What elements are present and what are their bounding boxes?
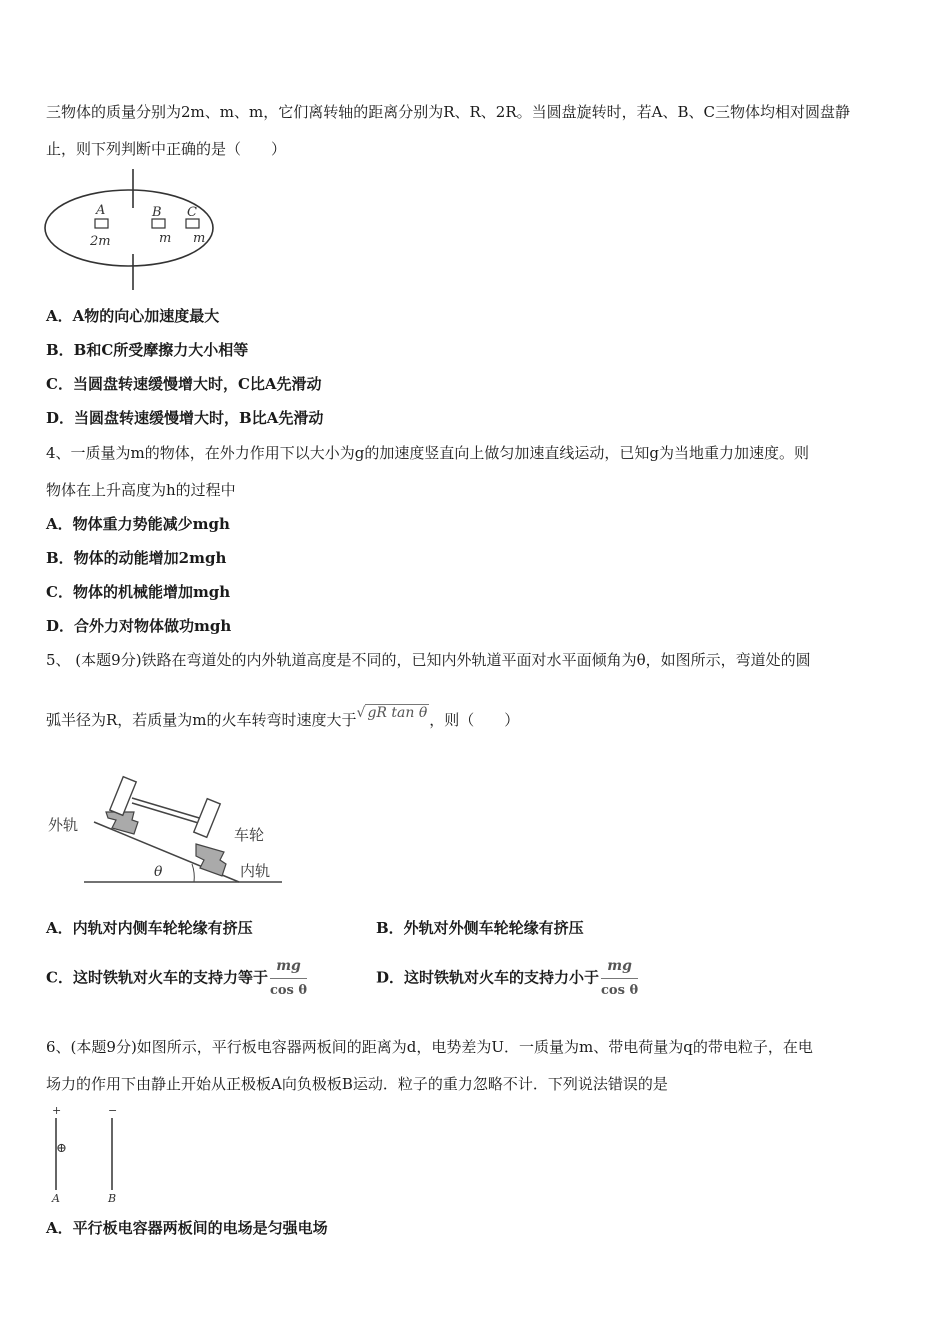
q6-capacitor-figure: [46, 1104, 136, 1206]
q3-label-b: B: [152, 205, 162, 220]
q5-option-d-fraction: [601, 956, 638, 1001]
q4-option-a: A．物体重力势能减少mgh: [46, 515, 230, 533]
q4-stem-line2: 物体在上升高度为h的过程中: [46, 481, 236, 499]
q5-option-d-text: D．这时铁轨对火车的支持力小于: [376, 968, 600, 987]
q5-option-c-numerator: mg: [270, 956, 307, 979]
q3-option-c: C．当圆盘转速缓慢增大时，C比A先滑动: [46, 375, 322, 393]
q3-label-c: C: [187, 205, 197, 220]
q5-stem-line2-pre: 弧半径为R，若质量为m的火车转弯时速度大于: [46, 711, 357, 729]
q6-stem-line2: 场力的作用下由静止开始从正极板A向负极板B运动．粒子的重力忽略不计．下列说法错误的是: [46, 1075, 668, 1093]
q5-option-c-fraction: [270, 956, 307, 1001]
q3-stem-line1: 三物体的质量分别为2m、m、m，它们离转轴的距离分别为R、R、2R。当圆盘旋转时，若A、B、C三物体均相对圆盘静: [46, 103, 850, 121]
q6-option-a: A．平行板电容器两板间的电场是匀强电场: [46, 1219, 328, 1237]
q3-stem-line2: 止，则下列判断中正确的是（ ）: [46, 140, 287, 158]
q6-minus-sign: −: [108, 1104, 118, 1117]
q3-mass-b: m: [159, 231, 172, 246]
q4-option-b: B．物体的动能增加2mgh: [46, 549, 227, 567]
q6-particle: ⊕: [56, 1141, 67, 1156]
q5-sqrt-expression: √ gR tan θ: [356, 705, 428, 721]
q5-label-inner-rail: 内轨: [240, 862, 271, 880]
q3-option-b: B．B和C所受摩擦力大小相等: [46, 341, 249, 359]
q5-stem-line1: 5、 (本题9分)铁路在弯道处的内外轨道高度是不同的，已知内外轨道平面对水平面倾角为θ，如图所示，弯道处的圆: [46, 651, 811, 669]
q3-option-a: A．A物的向心加速度最大: [46, 307, 220, 325]
q6-plate-a-label: A: [52, 1192, 60, 1205]
q5-option-c: [46, 956, 307, 1001]
q3-mass-a: 2m: [90, 234, 111, 249]
q5-label-angle: θ: [154, 864, 163, 880]
q6-plate-b-label: B: [108, 1192, 117, 1205]
q5-option-a: A．内轨对内侧车轮轮缘有挤压: [46, 919, 253, 937]
q3-label-a: A: [96, 203, 106, 218]
q5-stem-line2-post: ，则（ ）: [429, 711, 520, 729]
q3-option-d: D．当圆盘转速缓慢增大时，B比A先滑动: [46, 409, 324, 427]
q5-option-d-numerator: mg: [601, 956, 638, 979]
q5-option-c-text: C．这时铁轨对火车的支持力等于: [46, 968, 268, 987]
q5-option-d-denominator: cos θ: [601, 983, 639, 998]
q5-option-c-denominator: cos θ: [269, 983, 308, 998]
q4-option-c: C．物体的机械能增加mgh: [46, 583, 231, 601]
q3-turntable-figure: [40, 166, 230, 292]
q4-stem-line1: 4、一质量为m的物体，在外力作用下以大小为g的加速度竖直向上做匀加速直线运动，已知g为当地重力加速度。则: [46, 444, 809, 462]
q6-plus-sign: +: [52, 1104, 62, 1117]
q5-option-b: B．外轨对外侧车轮轮缘有挤压: [376, 919, 584, 937]
q4-option-d: D．合外力对物体做功mgh: [46, 617, 232, 635]
q5-option-d: [376, 956, 638, 1001]
q5-label-outer-rail: 外轨: [48, 816, 79, 834]
q6-stem-line1: 6、(本题9分)如图所示，平行板电容器两板间的距离为d，电势差为U．一质量为m、带电荷量为q的带电粒子，在电: [46, 1038, 813, 1056]
q3-mass-c: m: [193, 231, 206, 246]
q5-stem-line2: [46, 705, 520, 731]
q5-rail-figure: [44, 772, 294, 892]
q5-label-wheel: 车轮: [234, 826, 265, 844]
q5-sqrt-radicand: gR tan θ: [367, 705, 428, 721]
